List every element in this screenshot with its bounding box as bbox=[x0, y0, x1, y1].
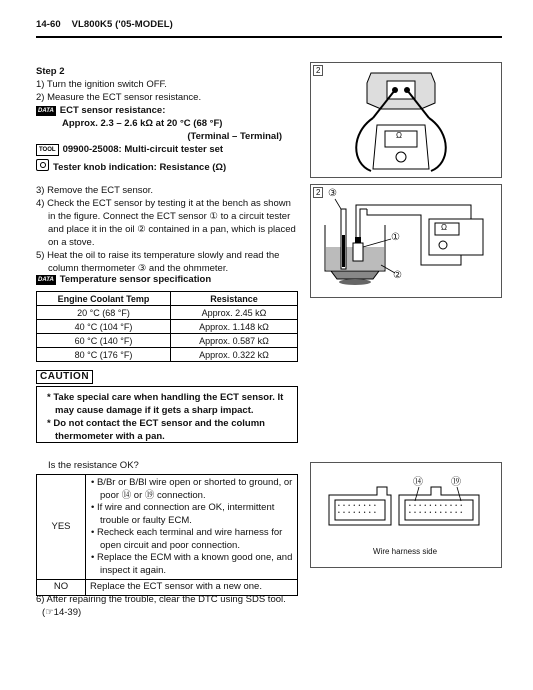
tester-knob-icon bbox=[36, 159, 49, 171]
callout-terminal-19: ⑲ bbox=[451, 477, 461, 488]
resistance-cell: Approx. 2.45 kΩ bbox=[171, 306, 298, 320]
callout-sensor: ① bbox=[391, 232, 400, 243]
step6-text: 6) After repairing the trouble, clear the DTC using SDS tool. bbox=[36, 594, 286, 605]
tester-line bbox=[36, 159, 306, 174]
no-label: NO bbox=[37, 580, 86, 596]
col-header: Engine Coolant Temp bbox=[37, 292, 171, 306]
caution-box bbox=[36, 386, 298, 443]
callout-terminal-14: ⑭ bbox=[413, 477, 423, 488]
ect-resistance-spec bbox=[36, 104, 286, 143]
step-item: 3) Remove the ECT sensor. bbox=[36, 185, 154, 196]
step2-title: Step 2 bbox=[36, 66, 65, 77]
resistance-cell: Approx. 0.587 kΩ bbox=[171, 334, 298, 348]
table-row bbox=[37, 334, 298, 348]
temp-spec-table bbox=[36, 291, 298, 362]
caution-item: * Do not contact the ECT sensor and the column thermometer with a pan. bbox=[47, 418, 265, 442]
data-icon: DATA bbox=[38, 108, 54, 114]
ohm-symbol: Ω bbox=[441, 223, 447, 232]
step2-block bbox=[36, 65, 306, 104]
temp-cell: 80 °C (176 °F) bbox=[37, 348, 171, 362]
connector-test-illustration bbox=[311, 63, 501, 177]
spec-note: (Terminal – Terminal) bbox=[187, 131, 282, 142]
callout-oil: ② bbox=[393, 270, 402, 281]
table-row bbox=[37, 320, 298, 334]
yes-label: YES bbox=[37, 475, 86, 580]
table-row bbox=[37, 306, 298, 320]
bench-test-illustration bbox=[311, 185, 501, 297]
caution-label: CAUTION bbox=[36, 370, 93, 384]
temp-spec-heading bbox=[36, 273, 211, 286]
resistance-cell: Approx. 1.148 kΩ bbox=[171, 320, 298, 334]
action-item: • If wire and connection are OK, intermittent trouble or faulty ECM. bbox=[91, 502, 275, 526]
figure-wire-harness bbox=[310, 462, 502, 568]
spec-title: ECT sensor resistance: bbox=[59, 105, 166, 116]
action-item: • B/Br or B/Bl wire open or shorted to ground, or poor ⑭ or ⑲ connection. bbox=[91, 477, 293, 501]
figure-number: 2 bbox=[313, 65, 323, 76]
model-title: VL800K5 ('05-MODEL) bbox=[71, 19, 173, 30]
table-header-row bbox=[37, 292, 298, 306]
figure-bench-test bbox=[310, 184, 502, 298]
steps-block bbox=[36, 184, 298, 275]
left-terminal-pins: • • • • • • • • • • • • • • • • bbox=[338, 503, 377, 516]
spec-value: Approx. 2.3 – 2.6 kΩ at 20 °C (68 °F) bbox=[62, 118, 223, 129]
caution-item: * Take special care when handling the ECT sensor. It may cause damage if it gets a sharp impact. bbox=[47, 392, 284, 416]
figure-caption: Wire harness side bbox=[373, 547, 438, 556]
step6-ref: (☞14-39) bbox=[42, 607, 82, 618]
tool-text: 09900-25008: Multi-circuit tester set bbox=[62, 144, 224, 155]
temp-cell: 20 °C (68 °F) bbox=[37, 306, 171, 320]
page-header bbox=[36, 19, 173, 30]
temp-spec-title: Temperature sensor specification bbox=[59, 274, 212, 285]
resistance-cell: Approx. 0.322 kΩ bbox=[171, 348, 298, 362]
yes-actions bbox=[86, 475, 298, 580]
temp-cell: 40 °C (104 °F) bbox=[37, 320, 171, 334]
col-header: Resistance bbox=[171, 292, 298, 306]
tool-line bbox=[36, 143, 306, 156]
data-icon: DATA bbox=[38, 277, 54, 283]
step-item: 4) Check the ECT sensor by testing it at the bench as shown in the figure. Connect the ECT sensor ① to a circuit tester and place it in the oil ② contained in a pan, which is placed on a stove. bbox=[36, 198, 296, 248]
table-row bbox=[37, 348, 298, 362]
figure-number: 2 bbox=[313, 187, 323, 198]
callout-thermometer: ③ bbox=[328, 188, 337, 199]
step2-item: 2) Measure the ECT sensor resistance. bbox=[36, 92, 202, 103]
figure-connector-test bbox=[310, 62, 502, 178]
question-text: Is the resistance OK? bbox=[48, 460, 139, 471]
ohm-symbol: Ω bbox=[396, 131, 402, 140]
action-item: • Replace the ECM with a known good one, and inspect it again. bbox=[91, 552, 293, 576]
step6-block bbox=[36, 593, 306, 619]
right-terminal-pins: • • • • • • • • • • • • • • • • • • • • • • bbox=[409, 503, 464, 516]
yes-row bbox=[37, 475, 298, 580]
result-table bbox=[36, 474, 298, 596]
step-item: 5) Heat the oil to raise its temperature slowly and read the column thermometer ③ and the ohmmeter. bbox=[36, 250, 280, 274]
page-number: 14-60 bbox=[36, 19, 61, 30]
tool-icon: TOOL bbox=[36, 144, 59, 156]
header-rule bbox=[36, 36, 502, 38]
temp-cell: 60 °C (140 °F) bbox=[37, 334, 171, 348]
action-item: • Recheck each terminal and wire harness for open circuit and poor connection. bbox=[91, 527, 283, 551]
no-action: Replace the ECT sensor with a new one. bbox=[86, 580, 298, 596]
step2-item: 1) Turn the ignition switch OFF. bbox=[36, 79, 167, 90]
tester-text: Tester knob indication: Resistance (Ω) bbox=[53, 162, 227, 173]
